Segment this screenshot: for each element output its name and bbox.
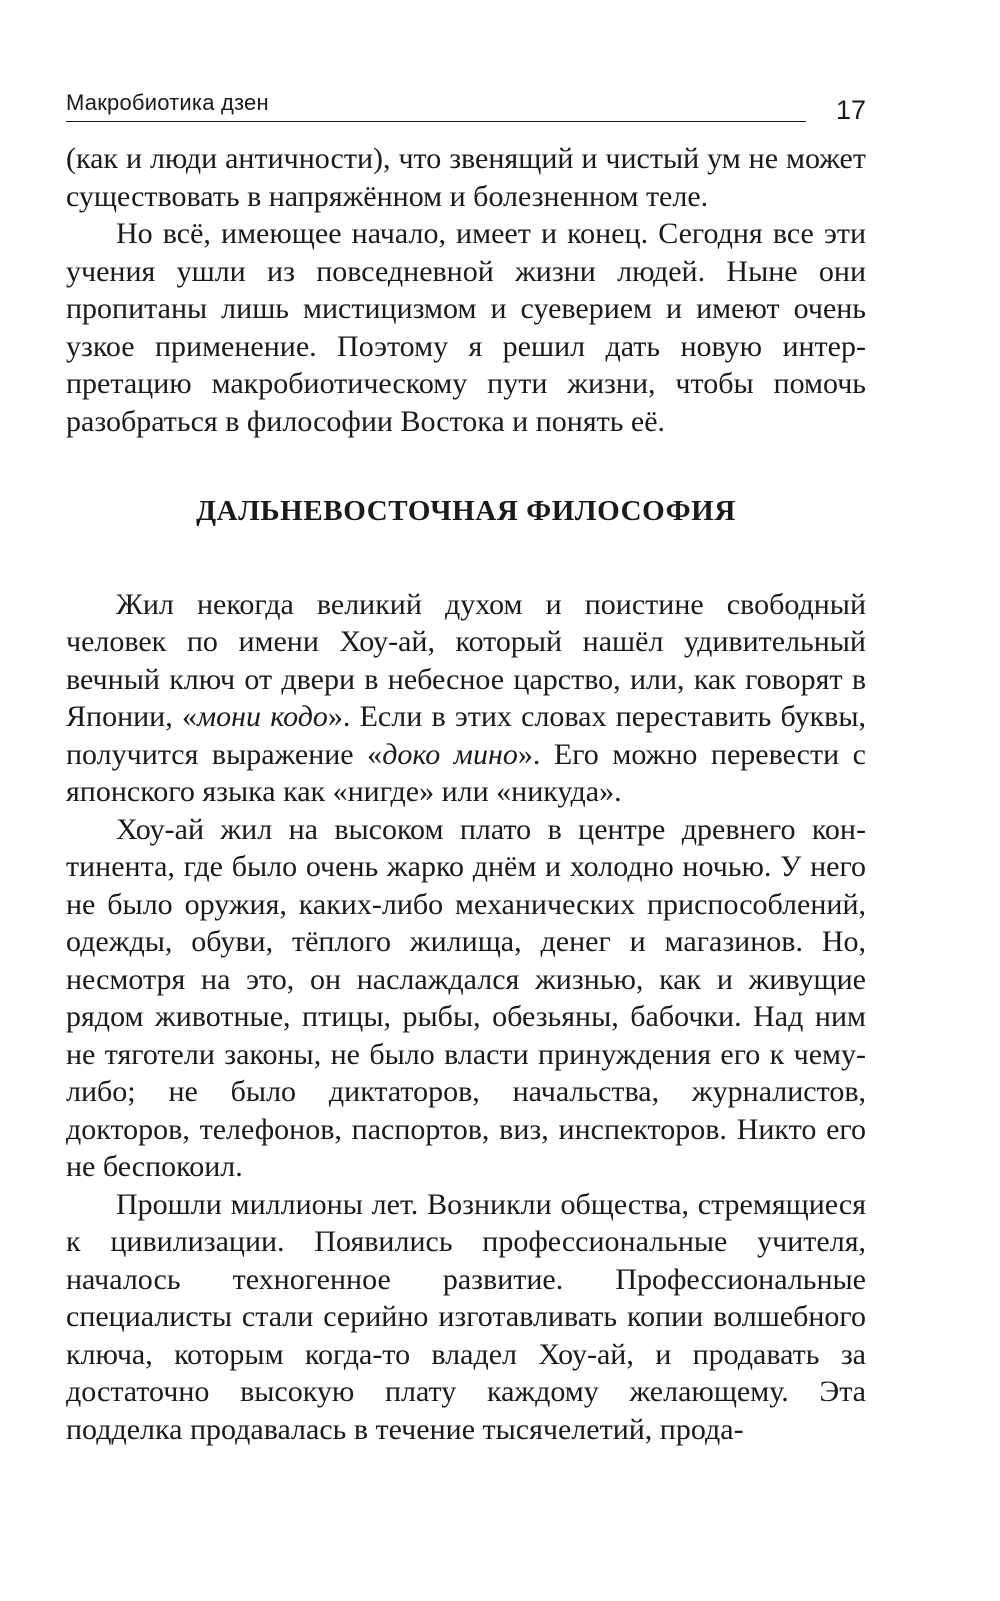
paragraph-text: Жил некогда великий духом и поистине свободный человек по имени Хоу-ай, который нашёл удивительный вечный ключ от двери в небесное царство, или, как говорят в Японии, « [66,587,866,733]
page-number: 17 [835,95,866,125]
running-title: Макробиотика дзен [66,90,269,115]
page-header [66,90,866,130]
paragraph-text: ». Его можно перевести с японского языка как «нигде» или «никуда». [66,737,866,808]
paragraph-text: ». Если в этих словах переставить буквы, получится выражение « [66,700,866,771]
intro-paragraph-1: (как и люди античности), что звенящий и чистый ум не может существовать в напряжённом и болезненном теле. [66,142,866,213]
italic-term-doko-mino: доко мино [382,737,518,771]
section-paragraph-1 [66,586,866,811]
section-paragraph-2: Хоу-ай жил на высоком плато в центре древнего континента, где было очень жарко днём и холодно ночью. У него не было оружия, каких-либо механических приспособлений, одежды, обуви, тёплого жилища, денег и магазинов. Но, несмотря на это, он наслаждался жизнью, как и живущие рядом животные, птицы, рыбы, обезьяны, бабочки. Над ним не тяготели законы, не было власти принуждения его к чему-либо; не было диктаторов, начальства, журналистов, докторов, телефонов, паспортов, виз, инспекторов. Никто его не беспокоил. [66,812,866,1183]
section-paragraph-3: Прошли миллионы лет. Возникли общества, стремящиеся к цивилизации. Появились профессиональные учителя, началось техногенное развитие. Профессиональные специалисты стали серийно изготавливать копии волшебного ключа, которым когда-то владел Хоу-ай, и продавать за достаточно высокую плату каждому желающему. Эта подделка продавалась в течение тысячелетий, прода- [66,1187,866,1446]
page-body [66,140,866,1448]
section-heading: ДАЛЬНЕВОСТОЧНАЯ ФИЛОСОФИЯ [196,495,736,527]
intro-paragraph-2: Но всё, имеющее начало, имеет и конец. Сегодня все эти учения ушли из повседневной жизни людей. Ныне они пропитаны лишь мистицизмом и суеверием и имеют очень узкое применение. Поэтому я решил дать новую интерпретацию макробиотическому пути жизни, чтобы помочь разобраться в философии Востока и понять её. [66,217,866,438]
italic-term-moni-kodo: мони кодо [196,700,328,733]
header-rule [66,121,806,122]
